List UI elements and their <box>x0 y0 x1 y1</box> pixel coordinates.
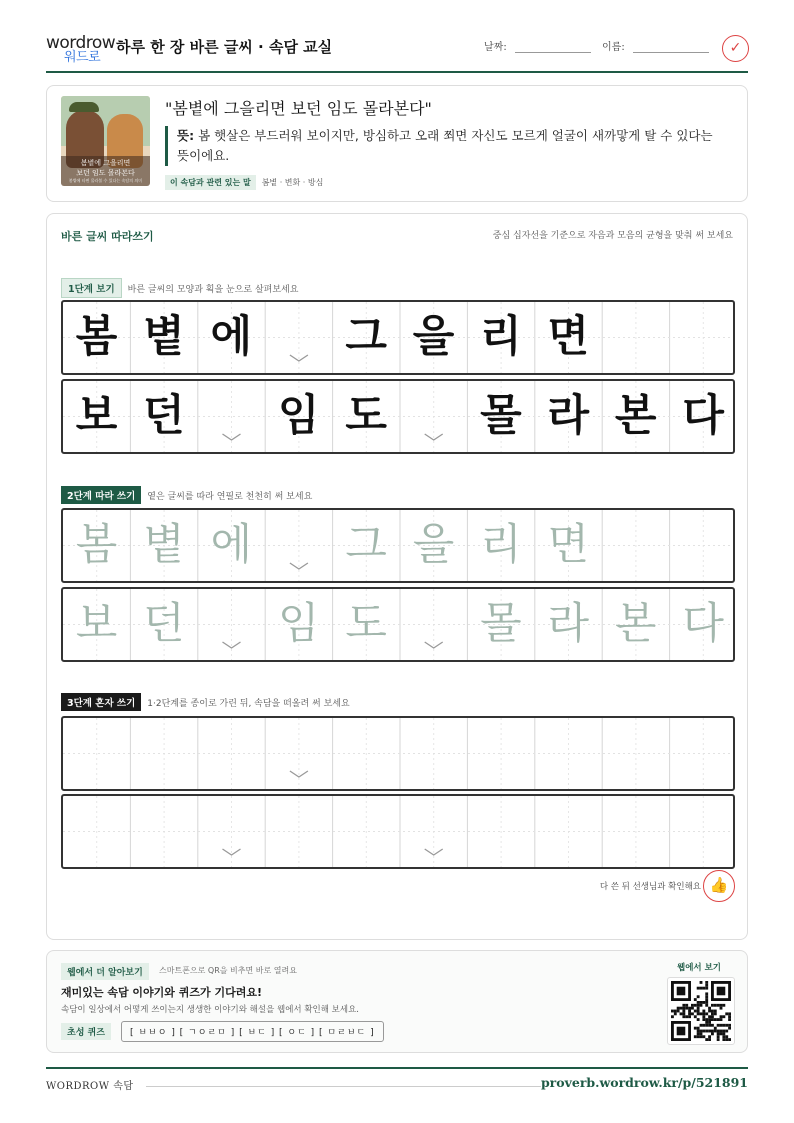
practice-character[interactable]: 본 <box>614 599 657 649</box>
teacher-check-text: 다 쓴 뒤 선생님과 확인해요 <box>599 882 701 892</box>
name-field[interactable] <box>602 38 709 53</box>
footer-brand: WORDROW 속담 <box>46 1081 134 1092</box>
practice-character[interactable]: 에 <box>210 520 253 570</box>
practice-character[interactable]: 몰 <box>480 599 522 649</box>
stage-2-row-1[interactable] <box>61 508 735 583</box>
stage-2-badge: 2단계 따라 쓰기 <box>61 486 141 504</box>
practice-character[interactable]: 그 <box>345 520 387 570</box>
practice-character: 라 <box>547 391 590 441</box>
web-more-tag: 웹에서 더 알아보기 <box>61 963 149 980</box>
thumbs-up-stamp-icon: 👍 <box>703 870 735 902</box>
stage-3-text: 1·2단계를 종이로 가린 뒤, 속담을 떠올려 써 보세요 <box>147 699 350 709</box>
practice-character: 임 <box>277 391 320 441</box>
stage-1-row-2 <box>61 379 735 454</box>
practice-section <box>46 213 748 940</box>
practice-character: 본 <box>614 391 657 441</box>
writing-grid <box>63 796 735 867</box>
proverb-illustration <box>61 96 150 186</box>
name-label: 이름: <box>602 42 625 53</box>
meaning-label: 뜻: <box>177 128 195 143</box>
stage-2-label <box>61 486 312 504</box>
illustration-caption-3: 봄볕에 타면 몰라볼 수 있다는 속담의 의미 <box>68 178 143 183</box>
initials-quiz: [ ㅂㅂㅇ ] [ ㄱㅇㄹㅁ ] [ ㅂㄷ ] [ ㅇㄷ ] [ ㅁㄹㅂㄷ ] <box>121 1021 384 1042</box>
web-more-headline: 재미있는 속담 이야기와 퀴즈가 기다려요! <box>61 986 262 999</box>
related-list: 봄볕 · 변화 · 방심 <box>261 178 324 187</box>
web-more-box <box>46 950 748 1053</box>
web-more-note: 스마트폰으로 QR을 비추면 바로 열려요 <box>159 966 297 975</box>
meaning-text: 봄 햇살은 부드러워 보이지만, 방심하고 오래 쬐면 자신도 모르게 얼굴이 새까맣게 탈 수 있다는 뜻이에요. <box>177 128 713 163</box>
practice-character[interactable]: 리 <box>480 520 522 570</box>
practice-hint: 중심 십자선을 기준으로 자음과 모음의 균형을 맞춰 써 보세요 <box>492 231 733 241</box>
practice-character[interactable]: 던 <box>143 599 185 649</box>
practice-character[interactable]: 다 <box>682 599 724 649</box>
practice-character: 리 <box>480 312 522 362</box>
stage-3-row-2[interactable] <box>61 794 735 869</box>
stage-2-text: 옅은 글씨를 따라 연필로 천천히 써 보세요 <box>147 492 313 502</box>
stage-3-row-1[interactable] <box>61 716 735 791</box>
check-stamp-icon: ✓ <box>722 35 749 62</box>
footer-divider <box>146 1086 541 1087</box>
practice-character: 봄 <box>75 312 118 362</box>
proverb-card <box>46 85 748 202</box>
stage-3-label <box>61 693 350 711</box>
stage-3-badge: 3단계 혼자 쓰기 <box>61 693 141 711</box>
page-title: 하루 한 장 바른 글씨 · 속담 교실 <box>116 38 333 56</box>
practice-character: 몰 <box>480 391 522 441</box>
practice-character[interactable]: 면 <box>547 520 590 570</box>
logo[interactable] <box>46 33 116 65</box>
practice-character[interactable]: 라 <box>547 599 590 649</box>
related-tag: 이 속담과 관련 있는 말 <box>165 175 256 190</box>
stage-1-label <box>61 278 298 298</box>
quiz-tag: 초성 퀴즈 <box>61 1023 111 1040</box>
practice-character[interactable]: 봄 <box>75 520 118 570</box>
qr-label: 웹에서 보기 <box>677 963 722 973</box>
practice-character[interactable]: 도 <box>345 599 387 649</box>
practice-character[interactable]: 임 <box>277 599 320 649</box>
practice-title: 바른 글씨 따라쓰기 <box>61 230 154 243</box>
practice-character[interactable]: 을 <box>412 520 455 570</box>
qr-code-icon[interactable] <box>667 977 735 1045</box>
practice-character: 다 <box>682 391 724 441</box>
header <box>46 33 748 73</box>
practice-character: 그 <box>345 312 387 362</box>
practice-character[interactable]: 볕 <box>143 520 185 570</box>
practice-character: 보 <box>75 391 118 441</box>
practice-character: 볕 <box>143 312 185 362</box>
related-words <box>165 175 323 190</box>
date-line[interactable] <box>515 52 591 53</box>
web-more-description: 속담이 일상에서 어떻게 쓰이는지 생생한 이야기와 해설을 웹에서 확인해 보세요. <box>61 1005 359 1015</box>
stage-1-badge: 1단계 보기 <box>61 278 122 298</box>
stage-1-text: 바른 글씨의 모양과 획을 눈으로 살펴보세요 <box>127 285 299 295</box>
practice-character: 도 <box>345 391 387 441</box>
practice-character: 에 <box>210 312 253 362</box>
proverb-quote: "봄볕에 그을리면 보던 임도 몰라본다" <box>165 99 432 118</box>
illustration-caption-2: 보던 임도 몰라본다 <box>76 169 135 177</box>
stage-2-row-2[interactable] <box>61 587 735 662</box>
practice-character: 던 <box>143 391 185 441</box>
date-field[interactable] <box>484 38 591 53</box>
stage-1-row-1 <box>61 300 735 375</box>
logo-text: wordrow <box>46 33 116 53</box>
footer-url[interactable]: proverb.wordrow.kr/p/521891 <box>540 1075 748 1090</box>
date-label: 날짜: <box>484 42 507 53</box>
practice-character: 면 <box>547 312 590 362</box>
practice-character[interactable]: 보 <box>75 599 118 649</box>
practice-character: 을 <box>412 312 455 362</box>
proverb-meaning <box>165 126 725 166</box>
footer <box>46 1067 748 1097</box>
writing-grid <box>63 718 735 789</box>
illustration-caption-1: 봄볕에 그을리면 <box>80 159 131 167</box>
logo-korean: 워드로 <box>64 50 101 65</box>
name-line[interactable] <box>633 52 709 53</box>
